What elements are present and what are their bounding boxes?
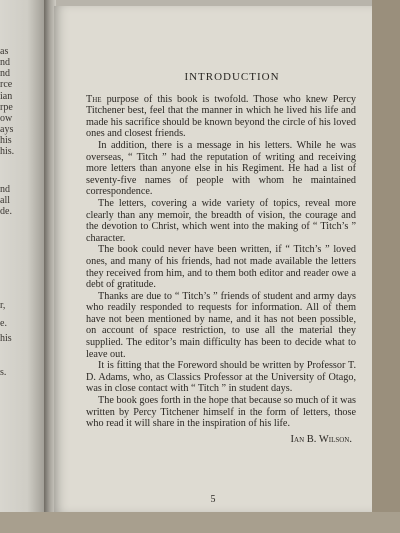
left-page-text-fragment: all xyxy=(0,195,10,206)
paragraph-4: The book could never have been written, if “ Titch’s ” loved ones, and many of his friends, had not made available the letters they received from him, and to them both editor and reader owe a debt of gratitude. xyxy=(86,244,356,291)
left-page-text-fragment: as xyxy=(0,46,9,57)
left-page-text-fragment: his xyxy=(0,333,12,344)
book-cover-bottom xyxy=(0,512,400,533)
left-page-text-fragment: his xyxy=(0,135,12,146)
book-cover-edge xyxy=(372,0,400,533)
left-page-text-fragment: his. xyxy=(0,146,15,157)
paragraph-2: In addition, there is a message in his letters. While he was overseas, “ Titch ” had the reputation of writing and receiving more letters than anyone else in his Regiment. He had a list of seventy-five names of people with whom he maintained correspondence. xyxy=(86,139,356,198)
left-page-text-fragment: rce xyxy=(0,79,13,90)
left-page-text-fragment: nd xyxy=(0,57,10,68)
left-page-text-fragment: nd xyxy=(0,68,10,79)
paragraph-5: Thanks are due to “ Titch’s ” friends of student and army days who readily responded to requests for information. All of them have not been mentioned by name, and it has not been possible, on account of space restriction, to use all the material they supplied. The editor’s main difficulty has been to decide what to leave out. xyxy=(86,290,356,360)
paragraph-3: The letters, covering a wide variety of topics, reveal more clearly than any memoir, the breadth of vision, the courage and the devotion to Christ, which went into the making of “ Titch’s ” character. xyxy=(86,197,356,244)
signature: Ian B. Wilson. xyxy=(290,433,352,445)
left-page xyxy=(0,0,46,512)
paragraph-6: It is fitting that the Foreword should be written by Professor T. D. Adams, who, as Classics Professor at the University of Otago, was in close contact with “ Titch ” in student days. xyxy=(86,360,356,395)
left-page-text-fragment: e. xyxy=(0,318,7,329)
left-page-text-fragment: rpe xyxy=(0,102,13,113)
left-page-text-fragment: ian xyxy=(0,91,13,102)
left-page-text-fragment: de. xyxy=(0,206,12,217)
left-page-text-fragment: nd xyxy=(0,184,10,195)
left-page-text-fragment: ays xyxy=(0,124,14,135)
page-content xyxy=(86,72,356,445)
left-page-text-fragment: r, xyxy=(0,300,6,311)
right-page xyxy=(54,6,372,512)
paragraph-7: The book goes forth in the hope that because so much of it was written by Percy Titchener himself in the form of letters, those who read it will share in the inspiration of his life. xyxy=(86,395,356,430)
left-page-text-fragment: ow xyxy=(0,113,13,124)
page-title: INTRODUCTION xyxy=(184,71,280,83)
drop-word: The xyxy=(86,93,102,105)
page-number: 5 xyxy=(210,494,216,505)
paragraph-1: The purpose of this book is twofold. Those who knew Percy Titchener best, feel that the manner in which he lived his life and made his sacrifice should be known beyond the circle of his loved ones and closest friends. xyxy=(86,93,356,140)
left-page-text-fragment: s. xyxy=(0,367,7,378)
